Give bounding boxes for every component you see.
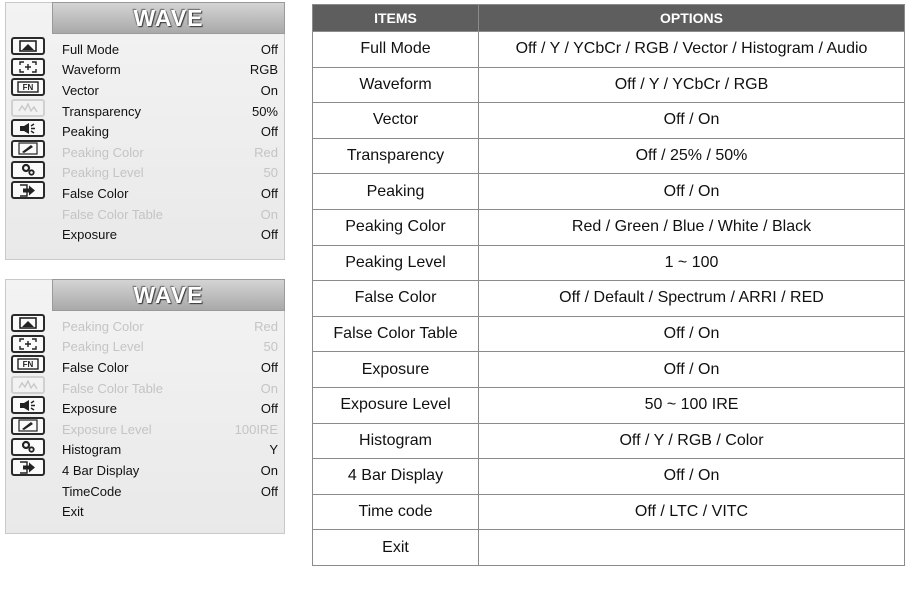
exit-icon: [18, 461, 38, 474]
menu-item[interactable]: [62, 378, 278, 399]
menu-item[interactable]: [62, 163, 278, 184]
menu-item-value: 50: [263, 165, 278, 181]
speaker-icon: [18, 399, 38, 412]
wave-menu-panel-2: [5, 279, 285, 534]
menu-item-value: Red: [254, 144, 278, 160]
menu-item-label: False Color Table: [62, 380, 163, 396]
menu-item-label: Exposure: [62, 401, 117, 417]
settings-button[interactable]: [11, 438, 45, 456]
crosshair-icon: [18, 338, 38, 350]
menu-title: WAVE: [52, 279, 285, 311]
menu-item[interactable]: [62, 419, 278, 440]
edit-icon: [18, 419, 38, 432]
fn-button[interactable]: [11, 355, 45, 373]
menu-item-label: Peaking Color: [62, 144, 144, 160]
menu-item-label: Full Mode: [62, 41, 120, 57]
menu-item-value: 50: [263, 339, 278, 355]
item-cell: Peaking: [313, 174, 479, 210]
item-cell: Vector: [313, 103, 479, 139]
table-row: [313, 245, 905, 281]
crosshair-button[interactable]: [11, 58, 45, 76]
wave-menu-panel-1: [5, 2, 285, 260]
menu-item-label: Transparency: [62, 103, 141, 119]
svg-text:FN: FN: [22, 83, 34, 93]
menu-item-label: 4 Bar Display: [62, 462, 140, 478]
items-options-table: [312, 4, 905, 566]
picture-button[interactable]: [11, 314, 45, 332]
table-row: [313, 352, 905, 388]
menu-item-value: On: [260, 82, 278, 98]
options-cell: 50 ~ 100 IRE: [479, 387, 905, 423]
table-row: [313, 138, 905, 174]
waveform-button[interactable]: [11, 376, 45, 394]
menu-item-list: [62, 39, 278, 245]
menu-item-label: False Color Table: [62, 206, 163, 222]
edit-button[interactable]: [11, 140, 45, 158]
table-row: [313, 423, 905, 459]
menu-icon-column: [9, 37, 49, 202]
menu-item-value: Off: [260, 483, 278, 499]
menu-item-label: Peaking Level: [62, 165, 144, 181]
item-cell: Transparency: [313, 138, 479, 174]
speaker-icon: [18, 122, 38, 135]
menu-item-value: Y: [269, 442, 278, 458]
item-cell: False Color Table: [313, 316, 479, 352]
item-cell: Exit: [313, 530, 479, 566]
exit-button[interactable]: [11, 458, 45, 476]
menu-item[interactable]: [62, 142, 278, 163]
crosshair-icon: [18, 61, 38, 73]
menu-item-label: Peaking: [62, 124, 109, 140]
menu-item-value: Red: [254, 318, 278, 334]
menu-item-value: Off: [260, 41, 278, 57]
menu-item-label: Exit: [62, 504, 84, 520]
menu-item-value: Off: [260, 227, 278, 243]
menu-item-value: On: [260, 206, 278, 222]
fn-icon: [17, 358, 39, 370]
menu-item-label: Exposure: [62, 227, 117, 243]
options-cell: Off / Y / YCbCr / RGB: [479, 67, 905, 103]
menu-item[interactable]: [62, 204, 278, 225]
menu-item[interactable]: [62, 101, 278, 122]
menu-item-label: Histogram: [62, 442, 122, 458]
options-cell: Off / On: [479, 459, 905, 495]
menu-item[interactable]: [62, 224, 278, 245]
menu-icon-column: [9, 314, 49, 479]
fn-button[interactable]: [11, 78, 45, 96]
options-cell: 1 ~ 100: [479, 245, 905, 281]
items-header: ITEMS: [313, 5, 479, 32]
menu-item[interactable]: [62, 183, 278, 204]
options-cell: Off / Default / Spectrum / ARRI / RED: [479, 281, 905, 317]
menu-item-value: RGB: [249, 62, 278, 78]
menu-item[interactable]: [62, 60, 278, 81]
menu-item-value: Off: [260, 124, 278, 140]
table-row: [313, 67, 905, 103]
exit-icon: [18, 184, 38, 197]
item-cell: Exposure: [313, 352, 479, 388]
options-cell: Off / On: [479, 103, 905, 139]
options-cell: [479, 530, 905, 566]
menu-item-label: Peaking Level: [62, 339, 144, 355]
waveform-button[interactable]: [11, 99, 45, 117]
table-row: [313, 32, 905, 68]
edit-icon: [18, 142, 38, 155]
table-row: [313, 387, 905, 423]
item-cell: Peaking Color: [313, 209, 479, 245]
options-cell: Off / On: [479, 316, 905, 352]
menu-item-value: 100IRE: [234, 421, 278, 437]
menu-item-label: Exposure Level: [62, 421, 152, 437]
table-row: [313, 174, 905, 210]
menu-item-label: Waveform: [62, 62, 121, 78]
table-row: [313, 281, 905, 317]
options-cell: Off / Y / RGB / Color: [479, 423, 905, 459]
menu-item[interactable]: [62, 481, 278, 502]
menu-item-label: False Color: [62, 359, 129, 375]
menu-item-value: On: [260, 380, 278, 396]
menu-item[interactable]: [62, 80, 278, 101]
picture-button[interactable]: [11, 37, 45, 55]
options-cell: Off / 25% / 50%: [479, 138, 905, 174]
menu-item-label: TimeCode: [62, 483, 122, 499]
menu-item-label: Peaking Color: [62, 318, 144, 334]
item-cell: 4 Bar Display: [313, 459, 479, 495]
menu-item-label: Vector: [62, 82, 99, 98]
menu-item[interactable]: [62, 501, 278, 522]
item-cell: Histogram: [313, 423, 479, 459]
settings-icon: [19, 163, 37, 176]
menu-item-label: False Color: [62, 185, 129, 201]
options-cell: Red / Green / Blue / White / Black: [479, 209, 905, 245]
table-row: [313, 494, 905, 530]
table-row: [313, 530, 905, 566]
svg-text:FN: FN: [22, 360, 34, 370]
table-row: [313, 103, 905, 139]
menu-item-value: 50%: [251, 103, 278, 119]
table-row: [313, 316, 905, 352]
menu-title: WAVE: [52, 2, 285, 34]
options-header: OPTIONS: [479, 5, 905, 32]
waveform-icon: [18, 102, 38, 114]
waveform-icon: [18, 379, 38, 391]
speaker-button[interactable]: [11, 119, 45, 137]
item-cell: Peaking Level: [313, 245, 479, 281]
options-cell: Off / On: [479, 352, 905, 388]
item-cell: Time code: [313, 494, 479, 530]
picture-icon: [19, 40, 37, 52]
menu-item[interactable]: [62, 460, 278, 481]
table-header-row: [313, 5, 905, 32]
menu-item[interactable]: [62, 337, 278, 358]
menu-item[interactable]: [62, 316, 278, 337]
item-cell: Exposure Level: [313, 387, 479, 423]
menu-item-value: Off: [260, 359, 278, 375]
item-cell: Waveform: [313, 67, 479, 103]
picture-icon: [19, 317, 37, 329]
table-row: [313, 459, 905, 495]
exit-button[interactable]: [11, 181, 45, 199]
options-cell: Off / On: [479, 174, 905, 210]
options-cell: Off / Y / YCbCr / RGB / Vector / Histogram / Audio: [479, 32, 905, 68]
item-cell: False Color: [313, 281, 479, 317]
menu-item-value: Off: [260, 401, 278, 417]
menu-item[interactable]: [62, 357, 278, 378]
menu-item[interactable]: [62, 39, 278, 60]
item-cell: Full Mode: [313, 32, 479, 68]
menu-item[interactable]: [62, 121, 278, 142]
settings-icon: [19, 440, 37, 453]
crosshair-button[interactable]: [11, 335, 45, 353]
fn-icon: [17, 81, 39, 93]
settings-button[interactable]: [11, 161, 45, 179]
edit-button[interactable]: [11, 417, 45, 435]
menu-item[interactable]: [62, 440, 278, 461]
table-row: [313, 209, 905, 245]
speaker-button[interactable]: [11, 396, 45, 414]
menu-item-value: On: [260, 462, 278, 478]
menu-item[interactable]: [62, 398, 278, 419]
options-cell: Off / LTC / VITC: [479, 494, 905, 530]
menu-item-value: Off: [260, 185, 278, 201]
menu-item-list: [62, 316, 278, 522]
